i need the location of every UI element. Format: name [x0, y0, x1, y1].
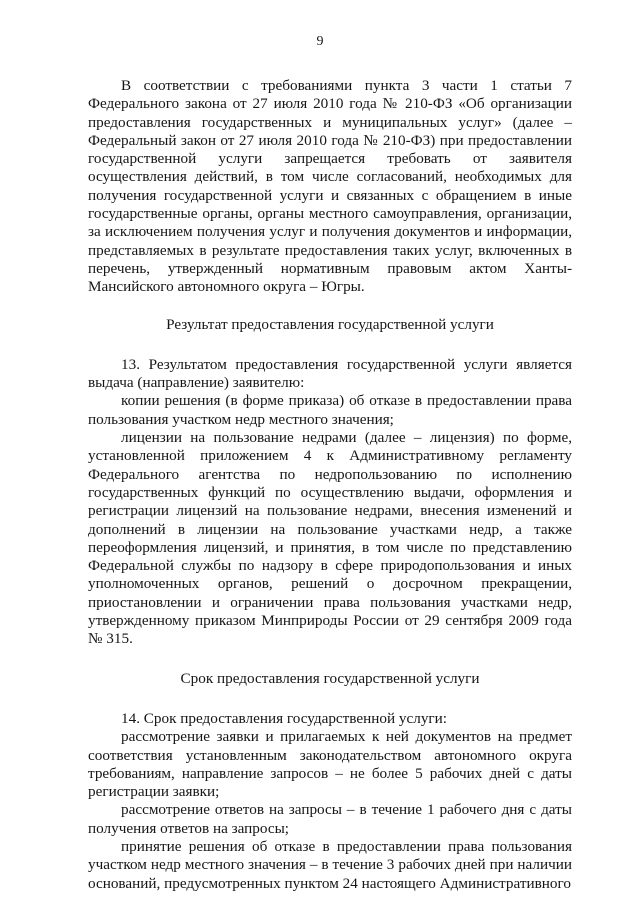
spacer — [88, 649, 572, 670]
spacer — [88, 297, 572, 316]
paragraph-14-item-review: рассмотрение заявки и прилагаемых к ней документов на предмет соответствия установленным законодательством автономного округа требованиям, направление запросов – не более 5 рабочих дней с даты регистрации заявки; — [88, 728, 572, 801]
paragraph-intro: В соответствии с требованиями пункта 3 части 1 статьи 7 Федерального закона от 27 июля 2010 года № 210-ФЗ «Об организации предоставления государственных и муниципальных услуг» (далее – Федеральный закон от 27 июля 2010 года № 210-ФЗ) при предоставлении государственной услуги запрещается требовать от заявителя осуществления действий, в том числе согласований, необходимых для получения государственной услуги и связанных с обращением в иные государственные органы, органы местного самоуправления, организации, за исключением получения услуг и получения документов и информации, представляемых в результате предоставления таких услуг, включенных в перечень, утвержденный нормативным правовым актом Ханты-Мансийского автономного округа – Югры. — [88, 77, 572, 296]
paragraph-13-item-copy: копии решения (в форме приказа) об отказе в предоставлении права пользования участком недр местного значения; — [88, 392, 572, 428]
paragraph-13: 13. Результатом предоставления государственной услуги является выдача (направление) заявителю: — [88, 355, 572, 392]
paragraph-13-item-license: лицензии на пользование недрами (далее – лицензия) по форме, установленной приложением 4 к Административному регламенту Федерального агентства по недропользованию по исполнению государственных функций по осуществлению выдачи, оформления и регистрации лицензий на пользование недрами, внесения изменений и дополнений в лицензии на пользование участками недр, а также переоформления лицензий, и принятия, в том числе по представлению Федеральной службы по надзору в сфере природопользования и иных уполномоченных органов, решений о досрочном прекращении, приостановлении и ограничении права пользования участками недр, утвержденному приказом Минприроды России от 29 сентября 2009 года № 315. — [88, 429, 572, 648]
paragraph-14-item-answers: рассмотрение ответов на запросы – в течение 1 рабочего дня с даты получения ответов на запросы; — [88, 801, 572, 837]
paragraph-14: 14. Срок предоставления государственной услуги: — [121, 709, 447, 727]
spacer — [88, 334, 572, 356]
page-number: 9 — [316, 34, 324, 49]
spacer — [88, 688, 572, 710]
section-heading-result: Результат предоставления государственной услуги — [166, 315, 494, 333]
section-heading-term: Срок предоставления государственной услуги — [180, 669, 480, 687]
document-body — [88, 77, 572, 893]
paragraph-14-item-decision: принятие решения об отказе в предоставлении права пользования участком недр местного значения – в течение 3 рабочих дней при наличии оснований, предусмотренных пунктом 24 настоящего Административного — [88, 837, 572, 892]
